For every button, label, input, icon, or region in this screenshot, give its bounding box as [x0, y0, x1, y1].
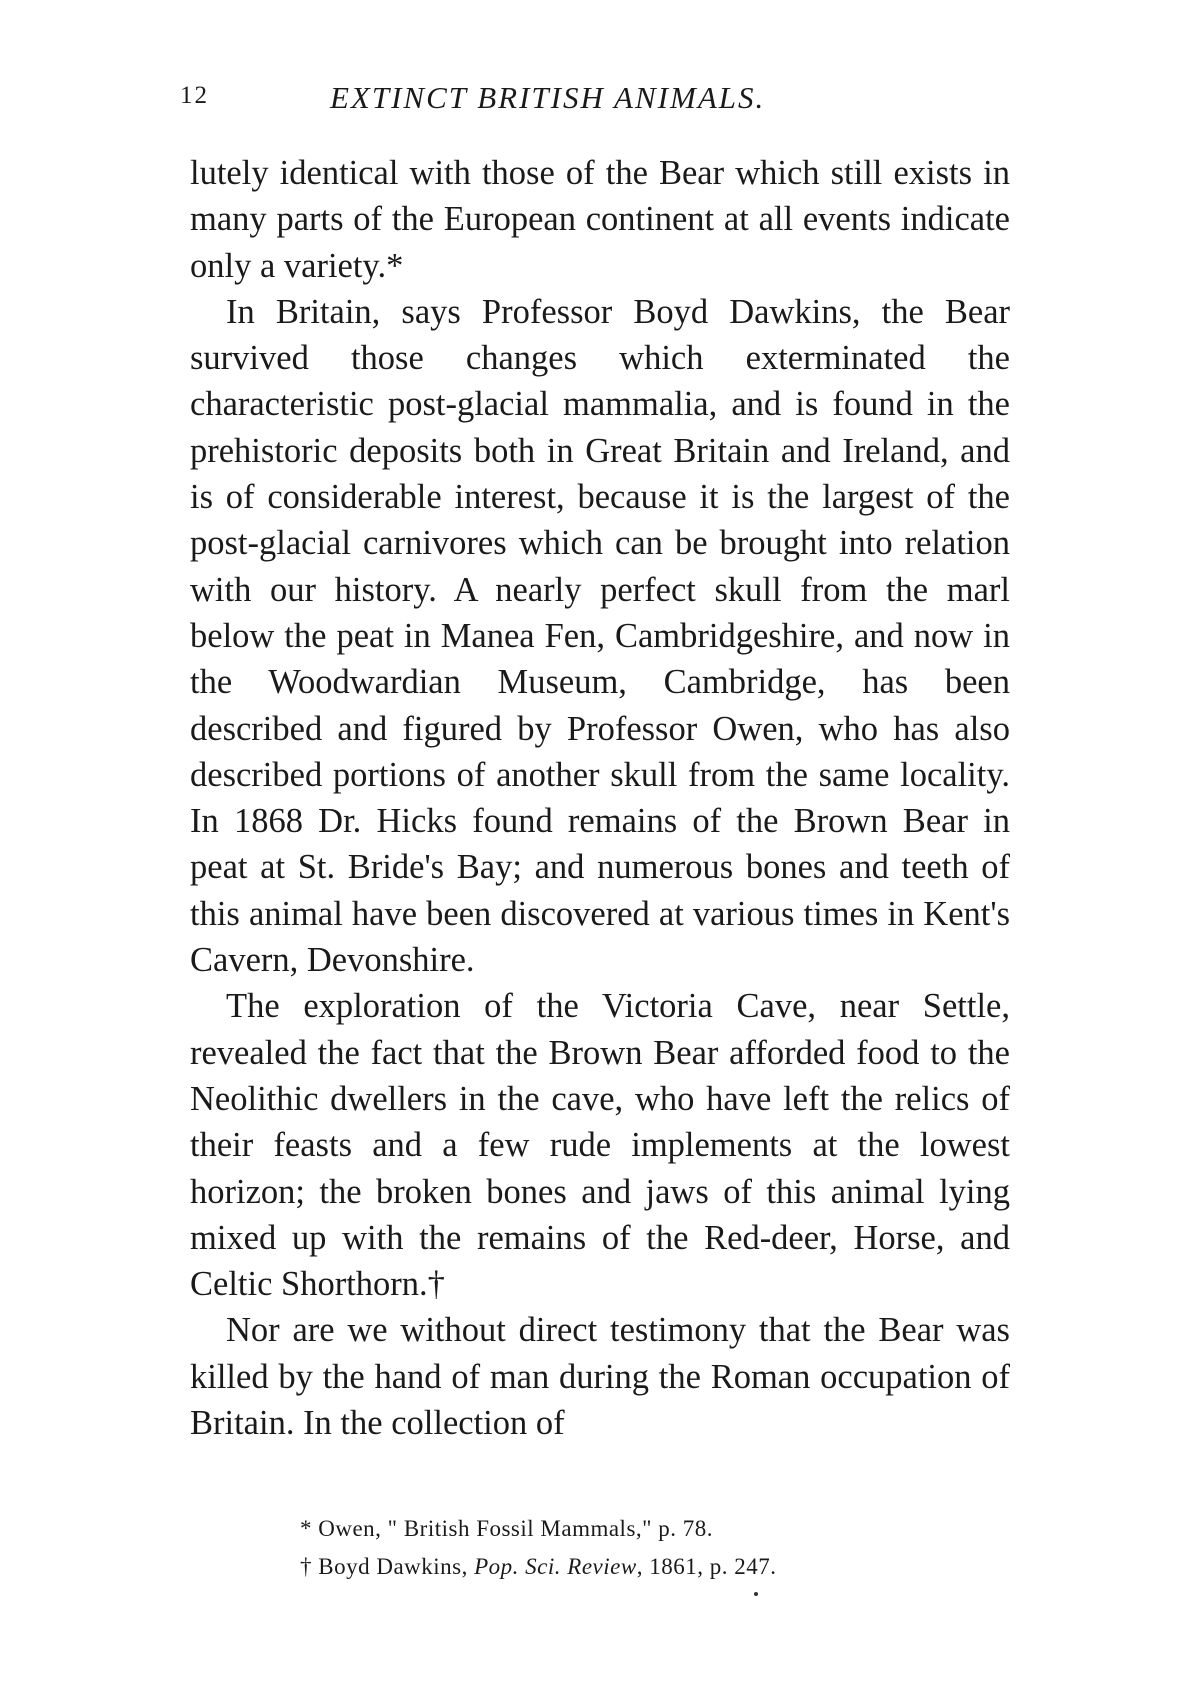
footnote-1: * Owen, " British Fossil Mammals," p. 78. — [300, 1516, 714, 1541]
paragraph-2: In Britain, says Professor Boyd Dawkins, the Bear survived those changes which exterminated the characteristic post-glacial mammalia, and is found in the prehistoric deposits both in Great Britain and Ireland, and is of considerable interest, because it is the largest of the post-glacial carnivores which can be brought into relation with our history. A nearly perfect skull from the marl below the peat in Manea Fen, Cambridgeshire, and now in the Woodwardian Museum, Cambridge, has been described and figured by Professor Owen, who has also described portions of another skull from the same locality. In 1868 Dr. Hicks found remains of the Brown Bear in peat at St. Bride's Bay; and numerous bones and teeth of this animal have been discovered at various times in Kent's Cavern, Devonshire. — [190, 292, 1010, 980]
body-text — [190, 150, 1010, 1446]
page-number: 12 — [180, 82, 209, 109]
footnote-2-suffix: , 1861, p. 247. — [636, 1554, 777, 1579]
page-header — [180, 82, 1010, 122]
paragraph-4: Nor are we without direct testimony that the Bear was killed by the hand of man during the Roman occupation of Britain. In the collection of — [190, 1311, 1010, 1443]
footnotes — [300, 1510, 1000, 1586]
footnote-2 — [300, 1548, 1000, 1586]
footnote-2-prefix: † Boyd Dawkins, — [300, 1554, 475, 1579]
paragraph-1: lutely identical with those of the Bear which still exists in many parts of the European continent at all events indicate only a variety.* — [190, 154, 1010, 285]
paragraph-3: The exploration of the Victoria Cave, near Settle, revealed the fact that the Brown Bear afforded food to the Neolithic dwellers in the cave, who have left the relics of their feasts and a few rude implements at the lowest horizon; the broken bones and jaws of this animal lying mixed up with the remains of the Red-deer, Horse, and Celtic Shorthorn.† — [190, 987, 1010, 1304]
print-speck — [754, 1592, 758, 1596]
footnote-2-journal: Pop. Sci. Review — [474, 1554, 637, 1579]
running-title: EXTINCT BRITISH ANIMALS. — [330, 80, 766, 115]
